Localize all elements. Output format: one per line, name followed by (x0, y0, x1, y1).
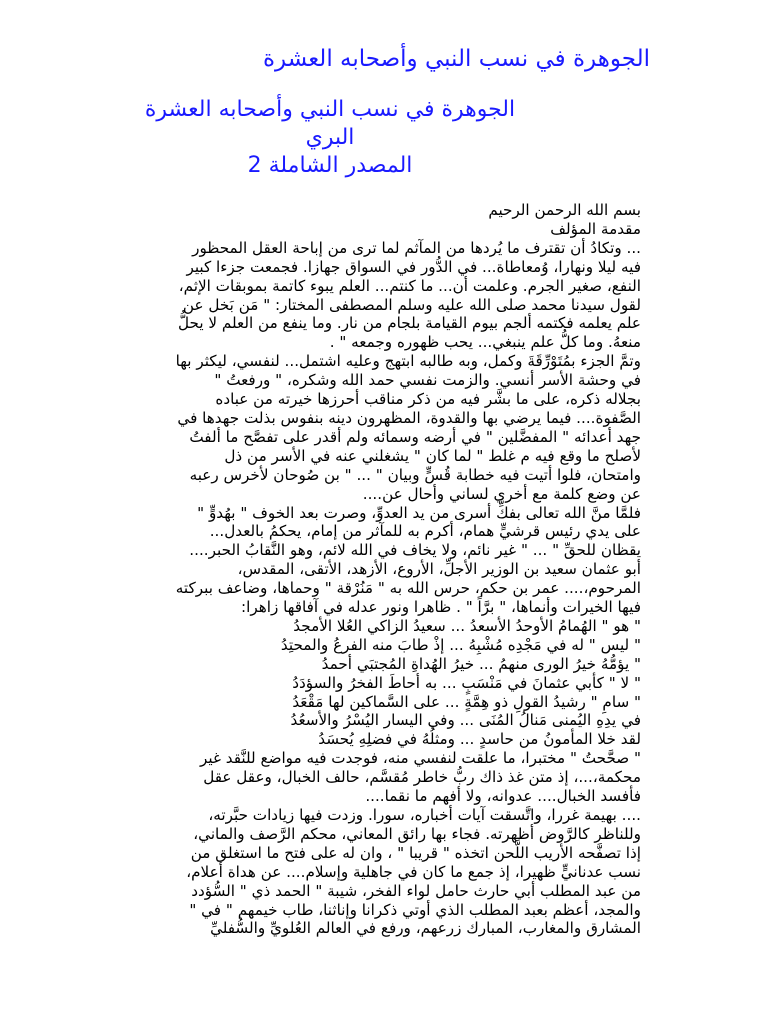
body-line: لأصلح ما وقع فيه م غلط " لما كان " يشغلني عنه في الأسر من ذل (224, 446, 641, 465)
body-line: والمجد، أعظم بعبد المطلب الذي أوتي ذكرانا وإناثنا، طاب خيمهم " في " (189, 900, 641, 919)
body-line: ... وتكادُ أن تقترف ما يُردها من المآثم لما ترى من إباحة العقل المحظور (192, 238, 641, 257)
main-title: الجوهرة في نسب النبي وأصحابه العشرة (262, 46, 650, 72)
body-line: إذا تصفَّحه الأريب اللَّحن اتخذه " قريبا " ، وان له على فتح ما استغلق من (190, 843, 641, 862)
body-line: " يؤمُّهُ خيرُ الورى منهمُ ... خيرُ الهُداةِ المُجتبَي أحمدُ (321, 654, 641, 673)
body-line: محكمة،...، إذ متن غذ ذاك ربُّ خاطر مُقسَّم، حالف الخبال، وعقل عقل (203, 768, 641, 787)
body-line: الصَّفوة.... فيما يرضي بها والقدوة، المظهرون دينه بنفوس بذلت جهدها في (177, 408, 641, 427)
body-line: لقول سيدنا محمد صلى الله عليه وسلم المصطفى المختار: " مَن بَخل عن (182, 295, 641, 314)
body-line: بجلاله ذكره، على ما بشَّر فيه من ذكر مناقب أحرزها خيرته من عباده (215, 390, 641, 409)
body-line: وللناظر كالرَّوض أظهرته. فجاء بها رائق المعاني، محكم الرَّصف والماني، (193, 824, 641, 843)
body-line: .... بهيمة غررا، واتَّسقت آيات أخباره، سورا. وزدت فيها زيادات حبَّرته، (208, 806, 641, 824)
body-line: جهد أعدائه " المفضَّلين " في أرضه وسمائه ولم أقدر على تفصَّح ما ألفتُ (189, 427, 641, 446)
body-line: منعهُ. وما كلُّ علم ينبغي... يحب ظهوره وجمعه " . (329, 333, 641, 352)
body-line: فيه ليلا ونهارا، وُمعاطاة... في الدُّور في السواق جهازا. فجمعت جزءا كبير (186, 257, 641, 276)
body-line: عن وضع كلمة مع أخري لساني وأحال عن.... (362, 484, 641, 503)
body-line: " لا " كأبي عثمانَ في مَنْسَبٍ ... به أحاطَ الفخرُ والسؤدَدُ (292, 673, 641, 692)
body-line: " سامِ " رشيدُ القولِ ذو هِمَّةٍ ... على السَّماكين لها مَقْعَدُ (292, 692, 641, 711)
body-line: وامتحان، فلوا أتيت فيه خطابة قُسٍّ وبيان " ... " بن صُوحان لأخرس رعبه (189, 465, 641, 484)
body-line: أبو عثمان سعيد بن الوزير الأجلِّ، الأروع، الأزهد، الأتقى، المقدس، (237, 560, 641, 579)
body-line: نسب عدنانيٍّ ظهيرا، إذ جمع ما كان في جاهلية وإسلام.... عن هداة أعلام، (186, 862, 641, 881)
body-line: علم يعلمه فكتمه ألجم بيوم القيامة بلجام من نار. وما ينفع من العلم لا يحلُّ (178, 314, 641, 333)
body-line: " ليس " له في مَجْدِه مُشْبِهُ ... إذْ طابَ منه الفرعُ والمحتِدُ (280, 635, 641, 654)
body-line: مقدمة المؤلف (550, 219, 641, 238)
body-line: بسم الله الرحمن الرحيم (488, 201, 641, 219)
body-line: المشارق والمغارب، المبارك زرعهم، ورفع في العالم العُلويِّ والسُّفليِّ (210, 919, 641, 938)
body-text (121, 201, 641, 938)
subtitle-source: المصدر الشاملة 2 (247, 153, 413, 178)
body-line: المرحوم،.... عمر بن حكم، حرس الله به " مَنُرْقة " وحماها، وضاعف ببركته (175, 579, 641, 598)
body-line: في وحشة الأسر أنسي. والزمت نفسي حمد الله وشكره، " ورفعتُ " (214, 371, 641, 390)
body-line: فلمَّا منَّ الله تعالى بفكِّ أسرى من يد العدوِّ، وصرت بعد الخوف " بهُدوٍّ " (197, 503, 641, 522)
subtitle-author: البري (305, 125, 355, 150)
body-line: النفع، صغير الجرم. وعلمت أن... ما كنتم... العلم يبوء كاتمة بموبقات الإثم، (178, 276, 641, 295)
body-line: يقظان للحقِّ " ... " غير نائم، ولا يخاف في الله لائم، وهو النَّقابُ الحبر.... (189, 541, 641, 560)
title-block (80, 96, 580, 180)
subtitle-book-title: الجوهرة في نسب النبي وأصحابه العشرة (144, 97, 516, 122)
body-line: لقد خلا المأمونُ من حاسدٍ ... ومثلُهُ في فضلِهِ يُحسَدُ (318, 730, 641, 749)
body-line: من عبد المطلب أبي حارث حامل لواء الفخر، شيبة " الحمد ذي " السُّؤدد (191, 881, 641, 900)
body-line: فأفسد الخبال.... عدوانه، ولا أفهم ما نقما.... (365, 787, 641, 806)
body-line: فيها الخيرات وأنماها، " برَّاً " . ظاهرا ونور عدله في آفاقها زاهرا: (241, 598, 641, 617)
body-line: " صحَّحتُ " مختبرا، ما علقت لنفسي منه، فوجدت فيه مواضع للنَّقد غير (200, 749, 641, 768)
body-line: وتمَّ الجزء بمُتَوْرِّقَةَ وكمل، وبه طالبه ابتهج وعليه اشتمل... لنفسي، ليكثر بها (175, 352, 641, 371)
body-line: على يدي رئيس قرشيٍّ همام، أكرم به للمآثر من إمام، يحكمُ بالعدل... (209, 522, 641, 541)
body-line: في يدِهِ اليُمنى مَنالُ المُنَى ... وفي اليسار اليُسْرُ والأسعُدُ (290, 711, 641, 730)
body-line: " هو " الهُمامُ الأوحدُ الأسعدُ ... سعيدُ الزاكي العُلا الأمجدُ (293, 616, 641, 635)
